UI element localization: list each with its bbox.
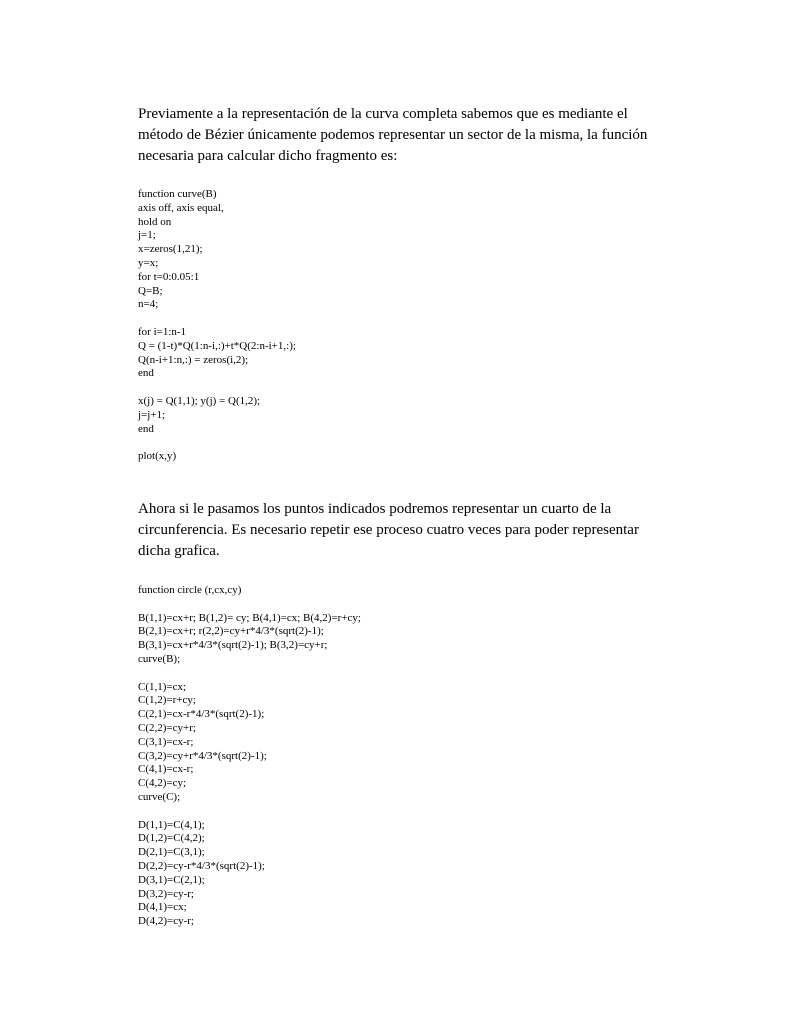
code-line: C(2,2)=cy+r; bbox=[138, 721, 196, 734]
code-line: end bbox=[138, 367, 154, 380]
code-line bbox=[138, 805, 698, 819]
code-line: Q=B; bbox=[138, 284, 163, 297]
code-line: D(4,2)=cy-r; bbox=[138, 915, 194, 928]
code-line bbox=[138, 381, 698, 395]
code-line: B(2,1)=cx+r; r(2,2)=cy+r*4/3*(sqrt(2)-1); bbox=[138, 625, 324, 638]
code-line: C(4,1)=cx-r; bbox=[138, 763, 194, 776]
code-line: x(j) = Q(1,1); y(j) = Q(1,2); bbox=[138, 394, 261, 407]
code-line: end bbox=[138, 422, 154, 435]
code-line: C(1,1)=cx; bbox=[138, 680, 187, 693]
code-line: C(4,2)=cy; bbox=[138, 777, 187, 790]
circle-explanation-paragraph: Ahora si le pasamos los puntos indicados podremos representar un cuarto de la circunferencia. Es necesario repetir ese proceso cuatro veces para poder representar dicha grafica. bbox=[138, 501, 639, 559]
code-line: D(2,1)=C(3,1); bbox=[138, 846, 205, 859]
code-line: D(1,1)=C(4,1); bbox=[138, 818, 205, 831]
code-line: D(4,1)=cx; bbox=[138, 901, 187, 914]
code-line: D(1,2)=C(4,2); bbox=[138, 832, 205, 845]
code-line: n=4; bbox=[138, 298, 159, 311]
code-line: j=j+1; bbox=[138, 408, 166, 421]
code-line: C(3,2)=cy+r*4/3*(sqrt(2)-1); bbox=[138, 749, 267, 762]
code-line: curve(C); bbox=[138, 790, 181, 803]
code-line: C(3,1)=cx-r; bbox=[138, 735, 194, 748]
circle-function-code bbox=[138, 584, 698, 929]
code-line bbox=[138, 436, 698, 450]
code-line: hold on bbox=[138, 215, 172, 228]
code-line bbox=[138, 312, 698, 326]
code-line: function circle (r,cx,cy) bbox=[138, 584, 242, 596]
code-line bbox=[138, 667, 698, 681]
code-line bbox=[138, 598, 698, 612]
code-line: Q = (1-t)*Q(1:n-i,:)+t*Q(2:n-i+1,:); bbox=[138, 339, 296, 352]
code-line: B(3,1)=cx+r*4/3*(sqrt(2)-1); B(3,2)=cy+r; bbox=[138, 639, 328, 652]
code-line: x=zeros(1,21); bbox=[138, 243, 203, 256]
curve-function-code bbox=[138, 188, 698, 464]
code-line: plot(x,y) bbox=[138, 450, 177, 463]
code-line: y=x; bbox=[138, 256, 159, 269]
code-line: axis off, axis equal, bbox=[138, 201, 224, 214]
code-line: D(3,2)=cy-r; bbox=[138, 887, 194, 900]
code-line: for t=0:0.05:1 bbox=[138, 270, 200, 283]
code-line: curve(B); bbox=[138, 652, 181, 665]
code-line: j=1; bbox=[138, 229, 156, 242]
code-line: C(2,1)=cx-r*4/3*(sqrt(2)-1); bbox=[138, 708, 265, 721]
code-line: function curve(B) bbox=[138, 188, 217, 200]
code-line: for i=1:n-1 bbox=[138, 325, 187, 338]
code-line: D(3,1)=C(2,1); bbox=[138, 873, 205, 886]
intro-paragraph: Previamente a la representación de la curva completa sabemos que es mediante el método de Bézier únicamente podemos representar un sector de la misma, la función necesaria para calcular dicho fragmento es: bbox=[138, 106, 648, 164]
code-line: D(2,2)=cy-r*4/3*(sqrt(2)-1); bbox=[138, 859, 265, 872]
code-line: Q(n-i+1:n,:) = zeros(i,2); bbox=[138, 353, 249, 366]
code-line: B(1,1)=cx+r; B(1,2)= cy; B(4,1)=cx; B(4,2)=r+cy; bbox=[138, 611, 361, 624]
code-line: C(1,2)=r+cy; bbox=[138, 694, 196, 707]
